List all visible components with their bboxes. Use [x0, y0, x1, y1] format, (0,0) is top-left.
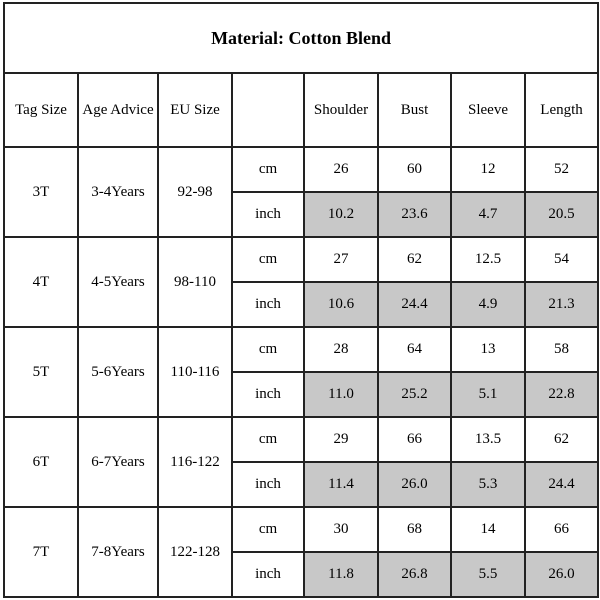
- age-advice-cell: 7-8Years: [78, 507, 158, 597]
- sleeve-cm-cell: 14: [451, 507, 525, 552]
- length-inch-cell: 24.4: [525, 462, 598, 507]
- unit-cell-cm: cm: [232, 237, 304, 282]
- bust-cm-cell: 64: [378, 327, 451, 372]
- sleeve-inch-cell: 4.7: [451, 192, 525, 237]
- bust-cm-cell: 68: [378, 507, 451, 552]
- sleeve-cm-cell: 13: [451, 327, 525, 372]
- tag-size-cell: 6T: [4, 417, 78, 507]
- length-cm-cell: 58: [525, 327, 598, 372]
- shoulder-cm-cell: 28: [304, 327, 378, 372]
- shoulder-cm-cell: 30: [304, 507, 378, 552]
- length-inch-cell: 26.0: [525, 552, 598, 597]
- table-row: [4, 147, 598, 192]
- length-cm-cell: 62: [525, 417, 598, 462]
- unit-cell-cm: cm: [232, 417, 304, 462]
- sleeve-inch-cell: 5.3: [451, 462, 525, 507]
- shoulder-cm-cell: 26: [304, 147, 378, 192]
- title-row: [4, 3, 598, 73]
- tag-size-cell: 3T: [4, 147, 78, 237]
- age-advice-cell: 4-5Years: [78, 237, 158, 327]
- bust-inch-cell: 26.8: [378, 552, 451, 597]
- size-table-body: [4, 147, 598, 597]
- table-row: [4, 327, 598, 372]
- length-inch-cell: 20.5: [525, 192, 598, 237]
- unit-cell-cm: cm: [232, 327, 304, 372]
- bust-cm-cell: 66: [378, 417, 451, 462]
- age-advice-cell: 5-6Years: [78, 327, 158, 417]
- unit-cell-inch: inch: [232, 552, 304, 597]
- unit-cell-inch: inch: [232, 192, 304, 237]
- tag-size-cell: 5T: [4, 327, 78, 417]
- eu-size-cell: 98-110: [158, 237, 232, 327]
- length-cm-cell: 66: [525, 507, 598, 552]
- header-unit: [232, 73, 304, 147]
- unit-cell-cm: cm: [232, 147, 304, 192]
- header-age-advice: Age Advice: [78, 73, 158, 147]
- shoulder-inch-cell: 10.2: [304, 192, 378, 237]
- shoulder-cm-cell: 29: [304, 417, 378, 462]
- header-bust: Bust: [378, 73, 451, 147]
- sleeve-cm-cell: 12.5: [451, 237, 525, 282]
- bust-inch-cell: 25.2: [378, 372, 451, 417]
- age-advice-cell: 3-4Years: [78, 147, 158, 237]
- length-cm-cell: 52: [525, 147, 598, 192]
- unit-cell-inch: inch: [232, 282, 304, 327]
- header-length: Length: [525, 73, 598, 147]
- sleeve-inch-cell: 5.1: [451, 372, 525, 417]
- table-title: Material: Cotton Blend: [4, 3, 598, 73]
- tag-size-cell: 4T: [4, 237, 78, 327]
- length-inch-cell: 22.8: [525, 372, 598, 417]
- table-row: [4, 507, 598, 552]
- sleeve-inch-cell: 4.9: [451, 282, 525, 327]
- header-shoulder: Shoulder: [304, 73, 378, 147]
- bust-inch-cell: 23.6: [378, 192, 451, 237]
- shoulder-inch-cell: 11.4: [304, 462, 378, 507]
- table-row: [4, 417, 598, 462]
- sleeve-inch-cell: 5.5: [451, 552, 525, 597]
- shoulder-inch-cell: 10.6: [304, 282, 378, 327]
- eu-size-cell: 116-122: [158, 417, 232, 507]
- length-cm-cell: 54: [525, 237, 598, 282]
- unit-cell-inch: inch: [232, 462, 304, 507]
- bust-inch-cell: 24.4: [378, 282, 451, 327]
- length-inch-cell: 21.3: [525, 282, 598, 327]
- header-tag-size: Tag Size: [4, 73, 78, 147]
- bust-inch-cell: 26.0: [378, 462, 451, 507]
- eu-size-cell: 110-116: [158, 327, 232, 417]
- eu-size-cell: 122-128: [158, 507, 232, 597]
- unit-cell-inch: inch: [232, 372, 304, 417]
- eu-size-cell: 92-98: [158, 147, 232, 237]
- tag-size-cell: 7T: [4, 507, 78, 597]
- header-row: [4, 73, 598, 147]
- table-row: [4, 237, 598, 282]
- unit-cell-cm: cm: [232, 507, 304, 552]
- shoulder-inch-cell: 11.8: [304, 552, 378, 597]
- sleeve-cm-cell: 13.5: [451, 417, 525, 462]
- header-eu-size: EU Size: [158, 73, 232, 147]
- bust-cm-cell: 60: [378, 147, 451, 192]
- age-advice-cell: 6-7Years: [78, 417, 158, 507]
- sleeve-cm-cell: 12: [451, 147, 525, 192]
- shoulder-inch-cell: 11.0: [304, 372, 378, 417]
- size-chart-table: [3, 2, 599, 598]
- bust-cm-cell: 62: [378, 237, 451, 282]
- header-sleeve: Sleeve: [451, 73, 525, 147]
- shoulder-cm-cell: 27: [304, 237, 378, 282]
